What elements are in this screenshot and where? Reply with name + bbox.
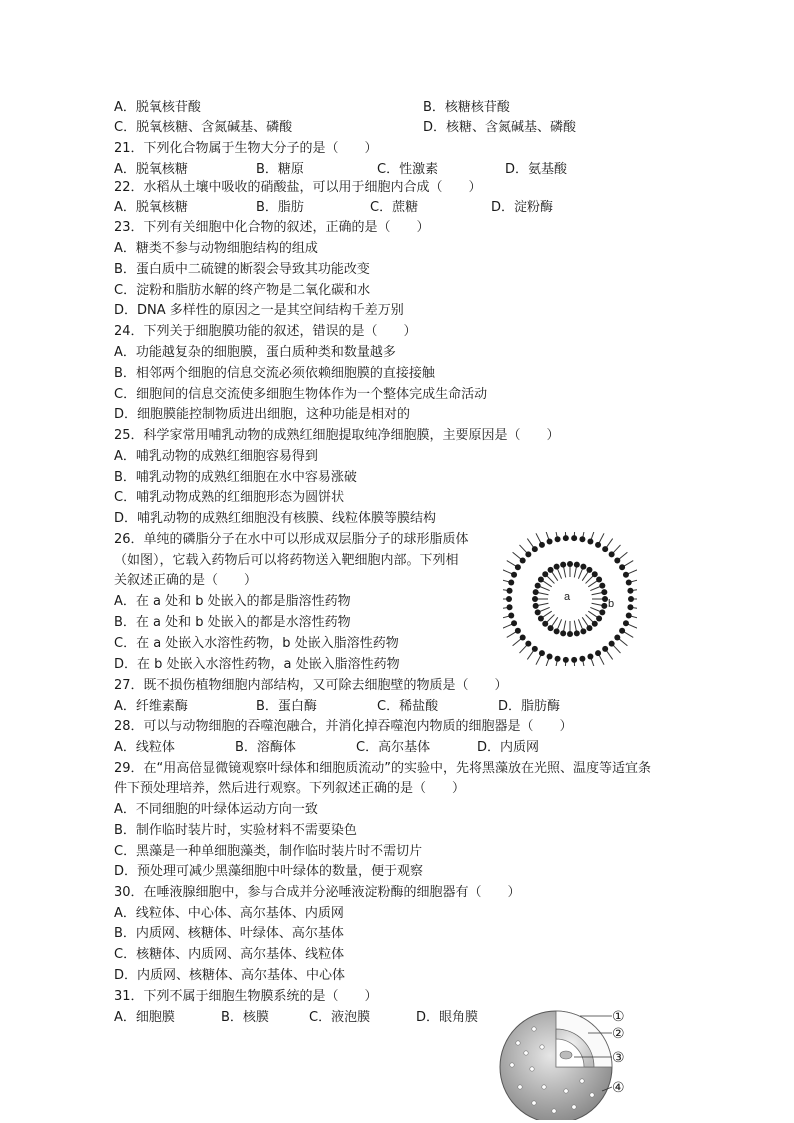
- phospholipid-head: [587, 653, 593, 659]
- q30-option-a: A．线粒体、中心体、高尔基体、内质网: [114, 906, 344, 921]
- q26-option-a: A．在 a 处和 b 处嵌入的都是脂溶性药物: [114, 594, 351, 609]
- q31-option-c: C．液泡膜: [309, 1010, 371, 1025]
- phospholipid-head: [599, 609, 605, 615]
- phospholipid-head: [532, 596, 538, 602]
- cell-label-2: ②: [612, 1026, 625, 1042]
- q25-option-c: C．哺乳动物成熟的红细胞形态为圆饼状: [114, 490, 345, 505]
- nucleolus: [560, 1051, 572, 1059]
- phospholipid-head: [525, 551, 531, 557]
- phospholipid-head: [548, 625, 554, 631]
- phospholipid-head: [535, 609, 541, 615]
- phospholipid-head: [626, 580, 632, 586]
- phospholipid-head: [596, 577, 602, 583]
- cell-cutaway-figure: [494, 1003, 636, 1120]
- phospholipid-head: [511, 620, 517, 626]
- phospholipid-head: [602, 546, 608, 552]
- phospholipid-head: [515, 564, 521, 570]
- q28-option-a: A．线粒体: [114, 740, 175, 755]
- cell-label-4: ④: [612, 1080, 625, 1096]
- phospholipid-head: [520, 558, 526, 564]
- q24-option-d: D．细胞膜能控制物质进出细胞，这种功能是相对的: [114, 407, 411, 422]
- phospholipid-head: [587, 539, 593, 545]
- q28-option-c: C．高尔基体: [356, 740, 431, 755]
- phospholipid-head: [515, 628, 521, 634]
- phospholipid-head: [619, 564, 625, 570]
- q28-option-b: B．溶酶体: [235, 740, 296, 755]
- q29-option-a: A．不同细胞的叶绿体运动方向一致: [114, 802, 318, 817]
- phospholipid-head: [596, 615, 602, 621]
- q21-option-c: C．性激素: [377, 162, 439, 177]
- phospholipid-head: [555, 536, 561, 542]
- q23-option-d: D．DNA 多样性的原因之一是其空间结构千差万别: [114, 303, 404, 318]
- phospholipid-head: [574, 630, 580, 636]
- q23-stem: 23．下列有关细胞中化合物的叙述，正确的是（ ）: [114, 220, 430, 235]
- phospholipid-head: [580, 564, 586, 570]
- q20-option-a: A．脱氧核苷酸: [114, 100, 201, 115]
- q23-option-b: B．蛋白质中二硫键的断裂会导致其功能改变: [114, 262, 370, 277]
- q26-stem-line1: 26．单纯的磷脂分子在水中可以形成双层脂分子的球形脂质体: [114, 532, 469, 547]
- q29-option-d: D．预处理可减少黑藻细胞中叶绿体的数量，便于观察: [114, 864, 424, 879]
- phospholipid-head: [554, 628, 560, 634]
- liposome-label-b: b: [608, 598, 615, 610]
- q21-option-b: B．糖原: [256, 162, 304, 177]
- phospholipid-head: [506, 596, 512, 602]
- phospholipid-head: [547, 653, 553, 659]
- q25-option-d: D．哺乳动物的成熟红细胞没有核膜、线粒体膜等膜结构: [114, 511, 437, 526]
- q31-option-b: B．核膜: [221, 1010, 269, 1025]
- q22-option-d: D．淀粉酶: [491, 200, 554, 215]
- phospholipid-head: [533, 589, 539, 595]
- phospholipid-head: [508, 580, 514, 586]
- q27-option-c: C．稀盐酸: [377, 699, 439, 714]
- phospholipid-head: [579, 656, 585, 662]
- phospholipid-head: [563, 657, 569, 663]
- phospholipid-head: [623, 620, 629, 626]
- q29-option-c: C．黑藻是一种单细胞藻类，制作临时装片时不需切片: [114, 844, 423, 859]
- q29-stem-line1: 29．在“用高倍显微镜观察叶绿体和细胞质流动”的实验中，先将黑藻放在光照、温度等适宜条: [114, 761, 652, 776]
- q24-stem: 24．下列关于细胞膜功能的叙述，错误的是（ ）: [114, 324, 417, 339]
- phospholipid-head: [627, 588, 633, 594]
- phospholipid-head: [627, 604, 633, 610]
- phospholipid-head: [586, 625, 592, 631]
- q28-stem: 28．可以与动物细胞的吞噬泡融合，并消化掉吞噬泡内物质的细胞器是（ ）: [114, 719, 573, 734]
- phospholipid-head: [595, 542, 601, 548]
- phospholipid-head: [614, 634, 620, 640]
- phospholipid-head: [623, 572, 629, 578]
- phospholipid-head: [567, 561, 573, 567]
- phospholipid-head: [579, 536, 585, 542]
- q24-option-c: C．细胞间的信息交流使多细胞生物体作为一个整体完成生命活动: [114, 387, 488, 402]
- phospholipid-head: [542, 571, 548, 577]
- phospholipid-head: [548, 567, 554, 573]
- phospholipid-head: [560, 562, 566, 568]
- phospholipid-head: [626, 612, 632, 618]
- phospholipid-head: [532, 646, 538, 652]
- phospholipid-head: [538, 577, 544, 583]
- q20-option-b: B．核糖核苷酸: [423, 100, 510, 115]
- phospholipid-head: [525, 641, 531, 647]
- q26-option-c: C．在 a 处嵌入水溶性药物，b 处嵌入脂溶性药物: [114, 636, 399, 651]
- q31-option-a: A．细胞膜: [114, 1010, 175, 1025]
- q21-option-d: D．氨基酸: [505, 162, 568, 177]
- phospholipid-head: [508, 612, 514, 618]
- q24-option-b: B．相邻两个细胞的信息交流必须依赖细胞膜的直接接触: [114, 366, 435, 381]
- q20-option-d: D．核糖、含氮碱基、磷酸: [423, 120, 577, 135]
- phospholipid-head: [580, 628, 586, 634]
- q26-option-b: B．在 a 处和 b 处嵌入的都是水溶性药物: [114, 615, 351, 630]
- q26-stem-line3: 关叙述正确的是（ ）: [114, 573, 258, 588]
- q27-stem: 27．既不损伤植物细胞内部结构，又可除去细胞壁的物质是（ ）: [114, 678, 508, 693]
- q29-option-b: B．制作临时装片时，实验材料不需要染色: [114, 823, 357, 838]
- q25-stem: 25．科学家常用哺乳动物的成熟红细胞提取纯净细胞膜，主要原因是（ ）: [114, 428, 560, 443]
- q23-option-c: C．淀粉和脂肪水解的终产物是二氧化碳和水: [114, 283, 371, 298]
- phospholipid-head: [574, 562, 580, 568]
- phospholipid-head: [609, 551, 615, 557]
- phospholipid-head: [601, 589, 607, 595]
- q29-stem-line2: 件下预处理培养，然后进行观察。下列叙述正确的是（ ）: [114, 781, 466, 796]
- q27-option-d: D．脂肪酶: [498, 699, 561, 714]
- cell-label-1: ①: [612, 1009, 625, 1025]
- q26-stem-line2: （如图），它载入药物后可以将药物送入靶细胞内部。下列相: [114, 553, 459, 568]
- phospholipid-head: [619, 628, 625, 634]
- phospholipid-head: [532, 546, 538, 552]
- q23-option-a: A．糖类不参与动物细胞结构的组成: [114, 241, 318, 256]
- phospholipid-head: [538, 615, 544, 621]
- phospholipid-head: [520, 634, 526, 640]
- phospholipid-head: [563, 535, 569, 541]
- q22-option-c: C．蔗糖: [370, 200, 419, 215]
- q30-option-c: C．核糖体、内质网、高尔基体、线粒体: [114, 947, 345, 962]
- phospholipid-head: [592, 571, 598, 577]
- q28-option-d: D．内质网: [477, 740, 540, 755]
- phospholipid-head: [628, 596, 634, 602]
- q26-option-d: D．在 b 处嵌入水溶性药物，a 处嵌入脂溶性药物: [114, 657, 400, 672]
- q21-stem: 21．下列化合物属于生物大分子的是（ ）: [114, 141, 378, 156]
- q27-option-b: B．蛋白酶: [256, 699, 317, 714]
- q22-option-a: A．脱氧核糖: [114, 200, 188, 215]
- q21-option-a: A．脱氧核糖: [114, 162, 188, 177]
- q25-option-a: A．哺乳动物的成熟红细胞容易得到: [114, 449, 318, 464]
- q22-option-b: B．脂肪: [256, 200, 304, 215]
- phospholipid-head: [533, 603, 539, 609]
- q24-option-a: A．功能越复杂的细胞膜，蛋白质种类和数量越多: [114, 345, 396, 360]
- phospholipid-head: [535, 583, 541, 589]
- q30-stem: 30．在唾液腺细胞中，参与合成并分泌唾液淀粉酶的细胞器有（ ）: [114, 885, 521, 900]
- phospholipid-head: [560, 630, 566, 636]
- q25-option-b: B．哺乳动物的成熟红细胞在水中容易涨破: [114, 470, 357, 485]
- q31-option-d: D．眼角膜: [416, 1010, 479, 1025]
- phospholipid-head: [571, 657, 577, 663]
- liposome-label-a: a: [564, 591, 571, 603]
- phospholipid-head: [599, 583, 605, 589]
- phospholipid-head: [602, 646, 608, 652]
- phospholipid-head: [592, 621, 598, 627]
- q20-option-c: C．脱氧核糖、含氮碱基、磷酸: [114, 120, 293, 135]
- phospholipid-head: [601, 603, 607, 609]
- phospholipid-head: [507, 604, 513, 610]
- phospholipid-head: [539, 650, 545, 656]
- phospholipid-head: [547, 539, 553, 545]
- phospholipid-head: [555, 656, 561, 662]
- phospholipid-head: [571, 535, 577, 541]
- cell-label-3: ③: [612, 1050, 625, 1066]
- phospholipid-head: [511, 572, 517, 578]
- phospholipid-head: [542, 621, 548, 627]
- liposome-figure: [503, 532, 637, 666]
- q22-stem: 22．水稻从土壤中吸收的硝酸盐，可以用于细胞内合成（ ）: [114, 180, 482, 195]
- phospholipid-head: [595, 650, 601, 656]
- phospholipid-head: [609, 641, 615, 647]
- phospholipid-head: [567, 631, 573, 637]
- phospholipid-head: [554, 564, 560, 570]
- phospholipid-head: [539, 542, 545, 548]
- phospholipid-head: [614, 558, 620, 564]
- phospholipid-head: [586, 567, 592, 573]
- q31-stem: 31．下列不属于细胞生物膜系统的是（ ）: [114, 989, 378, 1004]
- phospholipid-head: [507, 588, 513, 594]
- q30-option-d: D．内质网、核糖体、高尔基体、中心体: [114, 968, 346, 983]
- q30-option-b: B．内质网、核糖体、叶绿体、高尔基体: [114, 926, 344, 941]
- q27-option-a: A．纤维素酶: [114, 699, 188, 714]
